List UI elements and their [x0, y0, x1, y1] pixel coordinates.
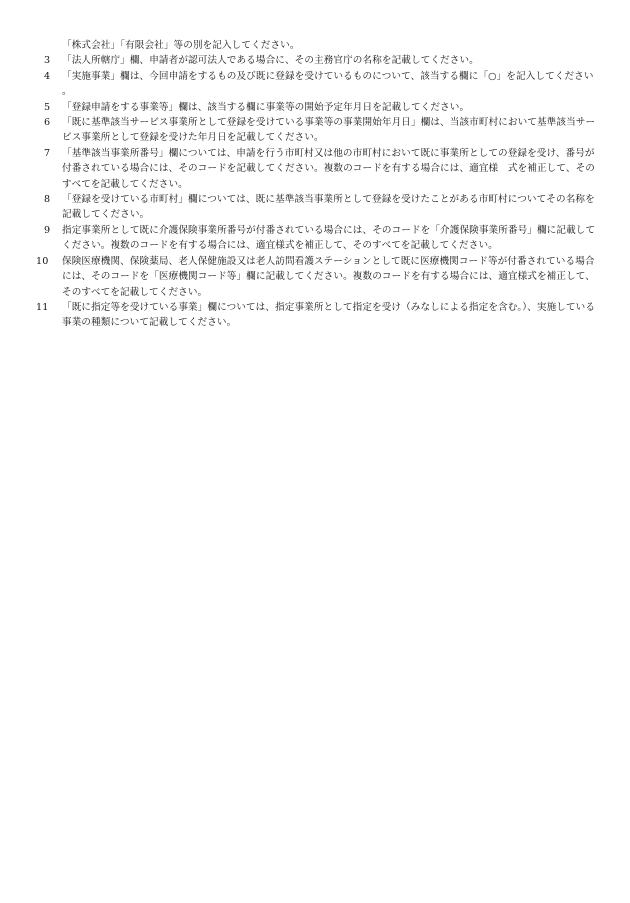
note-text: 「実施事業」欄は、今回申請をするもの及び既に登録を受けているものについて、該当する欄に「○」を記入してください。	[62, 70, 594, 98]
note-continuation: 「株式会社」「有限会社」等の別を記入してください。	[62, 40, 300, 51]
note-number: 6	[44, 117, 51, 129]
note-item	[36, 115, 596, 146]
note-item	[36, 300, 596, 331]
note-item	[36, 254, 596, 300]
note-item	[36, 146, 596, 192]
note-text: 指定事業所として既に介護保険事業所番号が付番されている場合には、そのコードを「介護保険事業所番号」欄に記載してください。複数のコードを有する場合には、適宜様式を補正して、そのすべてを記載してください。	[62, 224, 596, 252]
note-number: 9	[44, 224, 51, 236]
note-number: 3	[44, 55, 51, 67]
note-number: 7	[44, 147, 51, 159]
note-text: 「登録申請をする事業等」欄は、該当する欄に事業等の開始予定年月日を記載してください。	[62, 101, 470, 113]
note-number: 4	[44, 70, 51, 82]
note-item	[36, 69, 596, 100]
note-text: 保険医療機関、保険薬局、老人保健施設又は老人訪問看護ステーションとして既に医療機関コード等が付番されている場合には、そのコードを「医療機関コード等」欄に記載してください。複数のコードを有する場合には、適宜様式を補正して、そのすべてを記載してください。	[62, 255, 595, 298]
note-text: 「法人所轄庁」欄、申請者が認可法人である場合に、その主務官庁の名称を記載してください。	[62, 55, 479, 67]
note-item	[36, 53, 596, 68]
note-text: 「基準該当事業所番号」欄については、申請を行う市町村又は他の市町村において既に事業所としての登録を受け、番号が付番されている場合には、そのコードを記載してください。複数のコードを有する場合には、適宜様 式を補正して、そのすべてを記載してください。	[62, 147, 595, 190]
note-text: 「既に基準該当サービス事業所として登録を受けている事業等の事業開始年月日」欄は、当該市町村において基準該当サービス事業所として登録を受けた年月日を記載してください。	[62, 117, 596, 144]
notes-list	[36, 38, 596, 331]
note-number: 10	[36, 255, 49, 267]
note-text: 「既に指定等を受けている事業」欄については、指定事業所として指定を受け（みなしによる指定を含む。）、実施している事業の種類について記載してください。	[62, 301, 596, 329]
note-number: 11	[36, 301, 49, 313]
note-text: 「登録を受けている市町村」欄については、既に基準該当事業所として登録を受けたことがある市町村についてその名称を記載してください。	[62, 194, 595, 221]
note-item	[36, 192, 596, 223]
note-number: 5	[44, 101, 51, 113]
note-item	[36, 100, 596, 115]
note-number: 8	[44, 194, 51, 206]
note-item	[36, 223, 596, 254]
